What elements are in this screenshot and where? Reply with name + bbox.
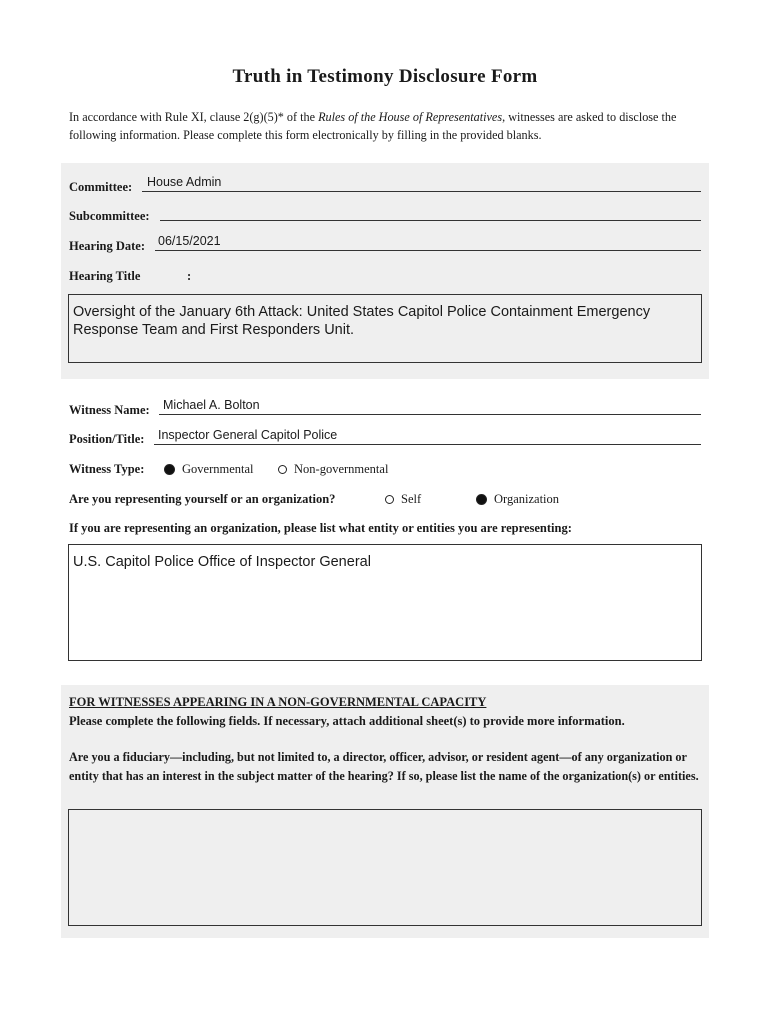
intro-text-post: , witnesses are asked to disclose the following information. Please complete this form electronically by filling in the provided blanks.: [69, 110, 677, 142]
representing-organization[interactable]: [476, 492, 559, 507]
hearing-title-box[interactable]: [68, 294, 702, 363]
committee-value[interactable]: House Admin: [147, 175, 222, 189]
fiduciary-box[interactable]: [68, 809, 702, 926]
hearing-title-value: Oversight of the January 6th Attack: United States Capitol Police Containment Emergency Response Team and First Responders Unit.: [73, 304, 651, 338]
radio-governmental-icon[interactable]: [164, 464, 175, 475]
fiduciary-value: [69, 810, 701, 826]
entities-box[interactable]: [68, 544, 702, 661]
witness-type-governmental[interactable]: [164, 462, 254, 477]
witness-type-nongovernmental[interactable]: [278, 462, 388, 477]
position-title-field[interactable]: [154, 444, 701, 445]
entities-value: U.S. Capitol Police Office of Inspector General: [73, 554, 371, 570]
organization-option-label: Organization: [494, 492, 560, 506]
committee-field[interactable]: [142, 191, 701, 192]
hearing-date-value[interactable]: 06/15/2021: [158, 234, 221, 248]
form-title: Truth in Testimony Disclosure Form: [232, 66, 538, 87]
position-title-value[interactable]: Inspector General Capitol Police: [158, 428, 338, 442]
committee-label: Committee:: [69, 180, 133, 194]
witness-name-value[interactable]: Michael A. Bolton: [163, 398, 260, 412]
intro-paragraph: [69, 108, 709, 144]
entities-label: If you are representing an organization, please list what entity or entities you are representing:: [69, 521, 572, 535]
intro-text-pre: In accordance with Rule XI, clause 2(g)(5)* of the: [69, 110, 319, 124]
position-title-label: Position/Title:: [69, 432, 145, 446]
radio-nongovernmental-icon[interactable]: [278, 465, 287, 474]
nongov-instruction: Please complete the following fields. If necessary, attach additional sheet(s) to provide more information.: [69, 714, 625, 728]
representing-self[interactable]: [385, 492, 421, 507]
hearing-date-label: Hearing Date:: [69, 239, 146, 253]
nongov-heading: FOR WITNESSES APPEARING IN A NON-GOVERNMENTAL CAPACITY: [69, 695, 487, 709]
hearing-date-field[interactable]: [155, 250, 701, 251]
governmental-option-label: Governmental: [182, 462, 254, 476]
intro-rules-title: Rules of the House of Representatives: [318, 110, 503, 124]
witness-name-label: Witness Name:: [69, 403, 150, 417]
nongovernmental-option-label: Non-governmental: [294, 462, 389, 476]
hearing-title-label: Hearing Title: [69, 269, 141, 283]
subcommittee-label: Subcommittee:: [69, 209, 150, 223]
radio-self-icon[interactable]: [385, 495, 394, 504]
witness-type-label: Witness Type:: [69, 462, 145, 476]
radio-organization-icon[interactable]: [476, 494, 487, 505]
fiduciary-question: Are you a fiduciary—including, but not limited to, a director, officer, advisor, or resident agent—of any organization or entity that has an interest in the subject matter of the hearing? If so, please list the name of the organization(s) or entities.: [69, 750, 699, 783]
self-option-label: Self: [401, 492, 422, 506]
hearing-title-colon: :: [187, 269, 192, 283]
witness-name-field[interactable]: [159, 414, 701, 415]
representing-label: Are you representing yourself or an organization?: [69, 492, 336, 506]
subcommittee-field[interactable]: [160, 220, 701, 221]
